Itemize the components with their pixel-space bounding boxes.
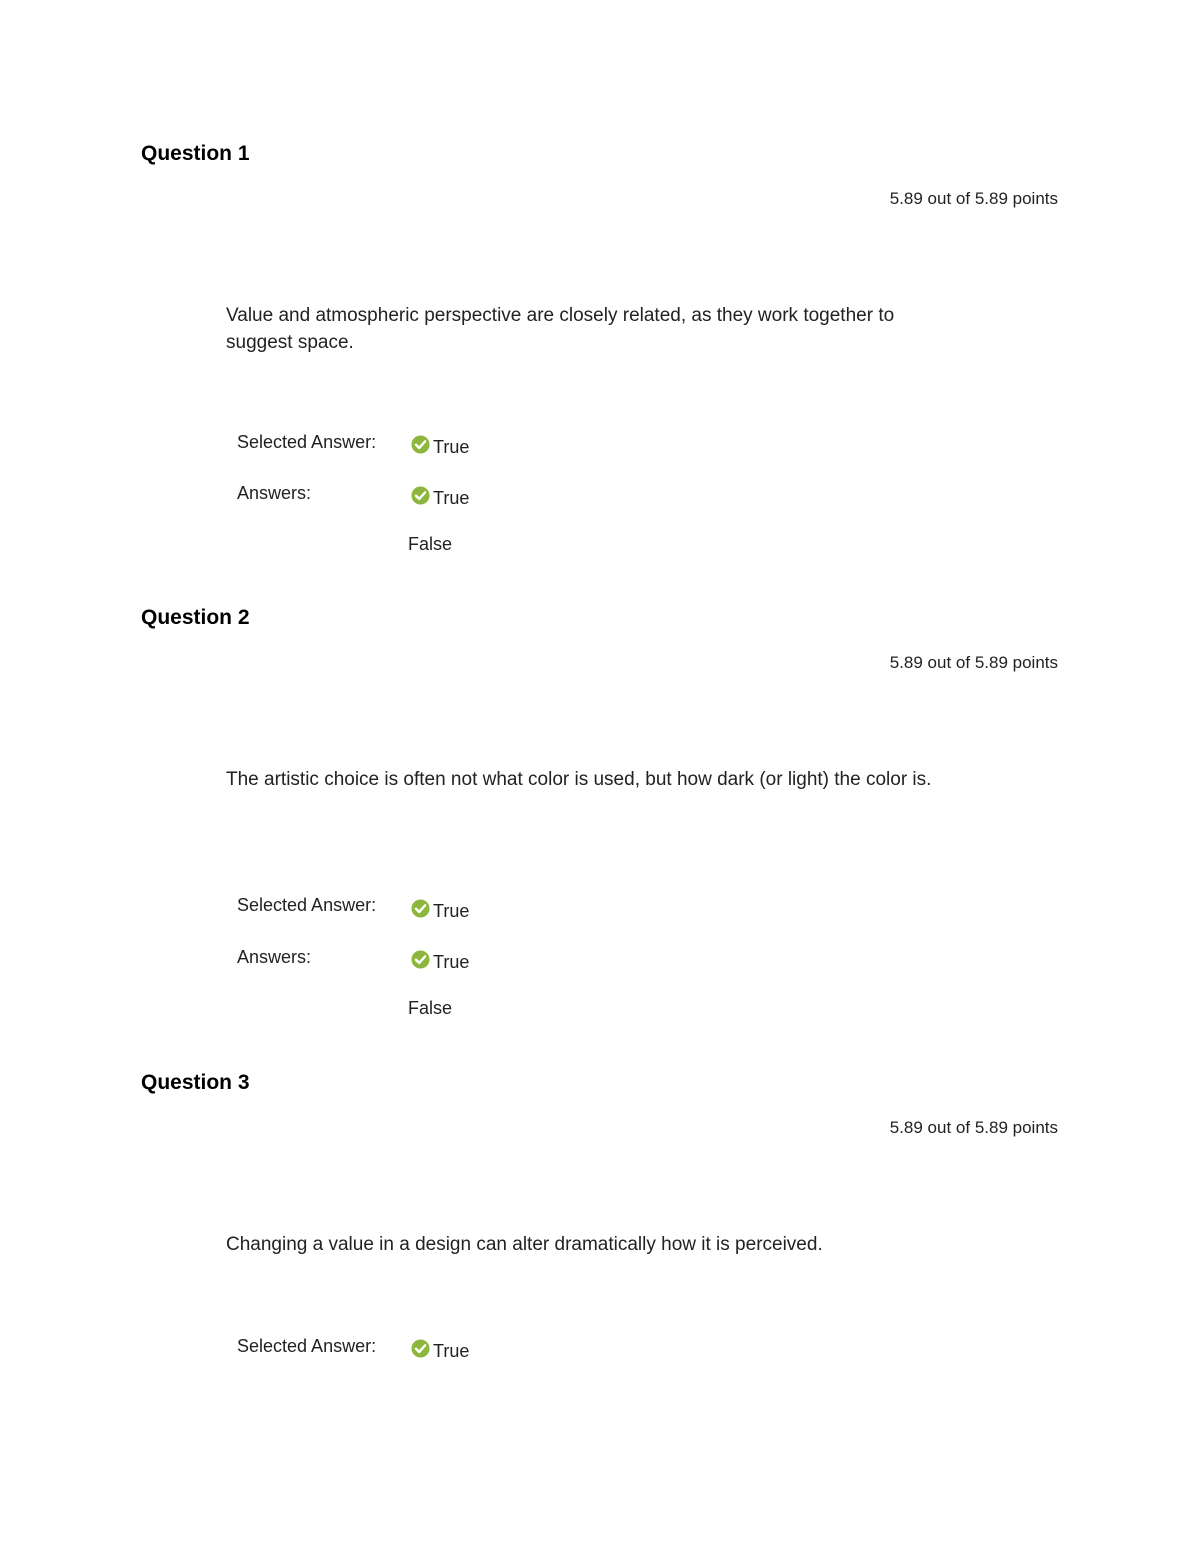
answer-option: False — [408, 998, 453, 1018]
check-circle-icon — [411, 435, 430, 454]
selected-answer-value: True — [433, 437, 470, 457]
question-points: 5.89 out of 5.89 points — [889, 1118, 1058, 1137]
answers-label: Answers: — [237, 483, 312, 503]
selected-answer-label: Selected Answer: — [237, 895, 377, 915]
selected-answer-value: True — [433, 901, 470, 921]
answer-option-label: True — [433, 488, 470, 508]
question-title: Question 3 — [141, 1071, 250, 1094]
answer-option-correct — [411, 487, 469, 509]
check-circle-icon — [411, 1339, 430, 1358]
question-text: Value and atmospheric perspective are closely related, as they work together to suggest space. — [226, 305, 895, 353]
question-title: Question 1 — [141, 142, 250, 165]
question-text: The artistic choice is often not what color is used, but how dark (or light) the color is. — [226, 769, 932, 790]
selected-answer-label: Selected Answer: — [237, 1336, 377, 1356]
answer-option-label: True — [433, 952, 470, 972]
check-circle-icon — [411, 950, 430, 969]
answer-option: False — [408, 534, 453, 554]
selected-answer — [411, 900, 469, 922]
selected-answer — [411, 1340, 469, 1362]
question-title: Question 2 — [141, 606, 250, 629]
check-circle-icon — [411, 486, 430, 505]
question-points: 5.89 out of 5.89 points — [889, 189, 1058, 208]
answer-option-correct — [411, 951, 469, 973]
answers-label: Answers: — [237, 947, 312, 967]
check-circle-icon — [411, 899, 430, 918]
selected-answer-value: True — [433, 1341, 470, 1361]
selected-answer — [411, 436, 469, 458]
question-points: 5.89 out of 5.89 points — [889, 653, 1058, 672]
question-text: Changing a value in a design can alter dramatically how it is perceived. — [226, 1234, 823, 1255]
selected-answer-label: Selected Answer: — [237, 432, 377, 452]
